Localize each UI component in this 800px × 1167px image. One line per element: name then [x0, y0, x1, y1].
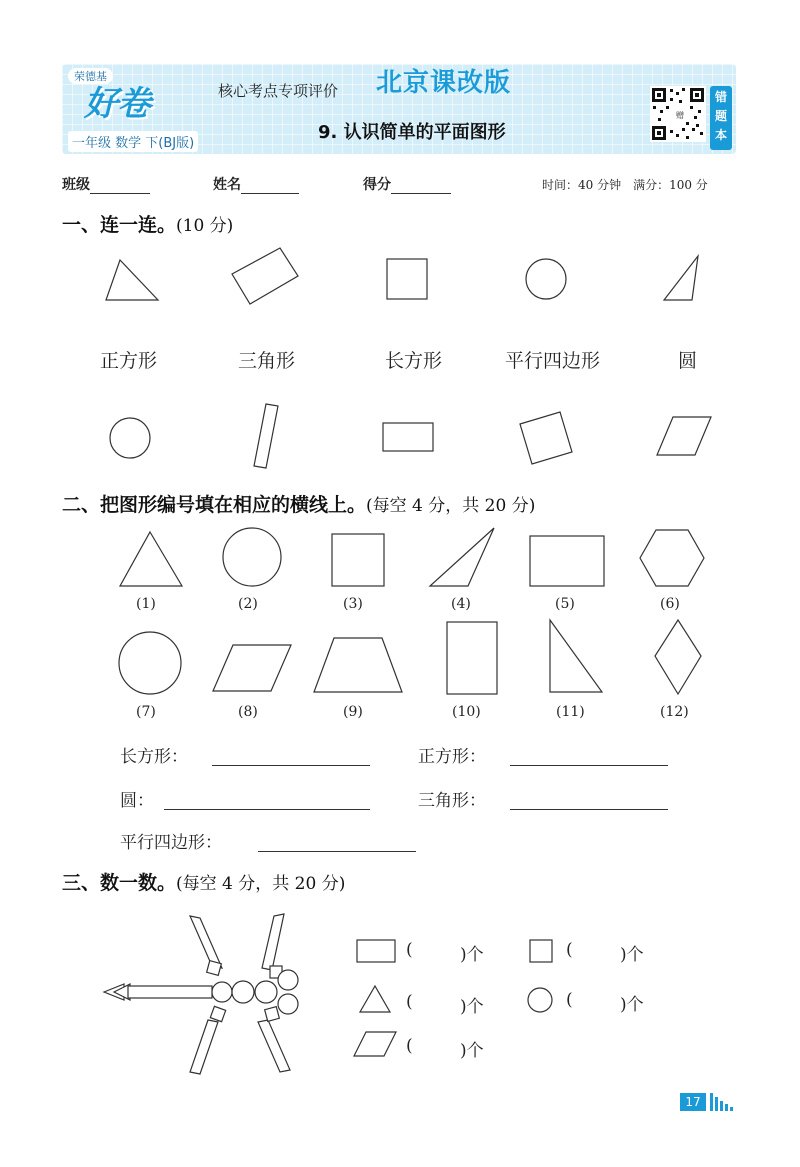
figure-wing-bottom-left [190, 1020, 218, 1074]
shape-11-right-triangle [546, 618, 606, 696]
figure-small-square-4 [265, 1007, 280, 1022]
count-parallelogram-icon [352, 1030, 400, 1060]
shape-label-9: (9) [343, 704, 363, 720]
name-label: 姓名 [213, 177, 241, 193]
section2-points: (每空 4 分，共 20 分) [366, 496, 536, 516]
count-triangle-open: ( [406, 992, 413, 1012]
error-book-tag [710, 86, 732, 150]
s1-bottom-circle [108, 416, 154, 462]
figure-body-rectangle [128, 986, 212, 998]
count-triangle-unit: )个 [460, 997, 484, 1017]
shape-5-rectangle [528, 534, 608, 588]
count-parallelogram-open: ( [406, 1036, 413, 1056]
figure-wing-bottom-right [258, 1020, 290, 1072]
shape-8-parallelogram [211, 643, 295, 695]
qr-gift-label: 赠 [676, 111, 684, 120]
s1-bottom-rectangle [381, 421, 437, 455]
fill-blank-square[interactable] [510, 764, 668, 766]
section1-title-text: 一、连一连。 [62, 214, 177, 236]
shape-6-hexagon [638, 528, 708, 590]
fill-blank-parallelogram[interactable] [258, 850, 416, 852]
shape-10-tall-rectangle [445, 620, 501, 698]
section2-title [62, 490, 535, 517]
fill-blank-circle[interactable] [164, 808, 370, 810]
s1-top-triangle [104, 258, 160, 302]
figure-circle-4 [278, 970, 298, 990]
fill-label-triangle: 三角形： [418, 791, 486, 811]
score-field [363, 174, 451, 194]
class-blank[interactable] [90, 179, 150, 194]
unit-title: 9. 认识简单的平面图形 [318, 122, 506, 143]
page-number: 17 [680, 1093, 706, 1111]
figure-circle-5 [278, 994, 298, 1014]
shape-9-trapezoid [312, 636, 406, 696]
name-field [213, 174, 299, 194]
section1-title [62, 210, 233, 237]
shape-label-6: (6) [660, 596, 680, 612]
s1-top-thin-triangle [662, 254, 702, 304]
count-square-open: ( [566, 940, 573, 960]
fill-label-parallelogram: 平行四边形： [120, 833, 222, 853]
header-subtitle: 核心考点专项评价 [218, 82, 339, 100]
shape-7-circle [117, 630, 185, 698]
shape-12-rhombus [653, 618, 705, 698]
count-circle-open: ( [566, 990, 573, 1010]
fill-label-rectangle: 长方形： [120, 747, 188, 767]
count-circle-unit: )个 [620, 995, 644, 1015]
shape-3-square [330, 532, 388, 588]
s1-top-circle [524, 257, 570, 303]
name-square: 正方形 [100, 350, 158, 372]
edition-title: 北京课改版 [376, 68, 512, 98]
class-field [62, 174, 150, 194]
s1-top-square [385, 257, 431, 301]
shape-label-12: (12) [660, 704, 689, 720]
section2-title-text: 二、把图形编号填在相应的横线上。 [62, 494, 367, 516]
brand-logo: 好卷 [84, 84, 150, 124]
figure-wing-top-right [262, 914, 284, 970]
shape-2-circle [221, 526, 285, 590]
name-rectangle: 长方形 [385, 350, 443, 372]
s1-bottom-tilted-square [516, 408, 576, 468]
shape-label-5: (5) [555, 596, 575, 612]
count-parallelogram-unit: )个 [460, 1041, 484, 1061]
s1-bottom-parallelogram [655, 415, 715, 459]
count-rectangle-unit: )个 [460, 945, 484, 965]
figure-wing-top-left [190, 916, 222, 968]
shape-label-3: (3) [343, 596, 363, 612]
count-circle-icon [526, 986, 556, 1016]
publisher-label: 荣德基 [68, 68, 113, 84]
shape-label-2: (2) [238, 596, 258, 612]
section1-points: (10 分) [176, 216, 234, 236]
grade-label: 一年级 数学 下(BJ版) [68, 131, 198, 152]
shape-1-triangle [118, 530, 184, 588]
fill-blank-triangle[interactable] [510, 808, 668, 810]
name-circle: 圆 [678, 350, 698, 372]
figure-circle-2 [232, 981, 254, 1003]
score-blank[interactable] [391, 179, 451, 194]
fill-blank-rectangle[interactable] [212, 764, 370, 766]
score-label: 得分 [363, 177, 391, 193]
shape-label-10: (10) [452, 704, 481, 720]
shape-label-7: (7) [136, 704, 156, 720]
section3-title [62, 868, 345, 895]
count-rectangle-open: ( [406, 940, 413, 960]
fill-label-square: 正方形： [418, 747, 486, 767]
shape-4-right-triangle [428, 526, 498, 588]
section3-points: (每空 4 分，共 20 分) [176, 874, 346, 894]
figure-circle-1 [212, 982, 232, 1002]
shape-label-8: (8) [238, 704, 258, 720]
s1-bottom-thin-parallelogram [248, 402, 284, 472]
class-label: 班级 [62, 177, 90, 193]
count-triangle-icon [358, 984, 394, 1016]
shape-label-4: (4) [451, 596, 471, 612]
time-info: 时间：40 分钟 满分：100 分 [542, 178, 708, 192]
page-decoration-bars [710, 1093, 740, 1111]
shape-label-1: (1) [136, 596, 156, 612]
figure-small-square-3 [210, 1006, 225, 1021]
count-square-unit: )个 [620, 945, 644, 965]
error-book-tag-text: 错题本 [715, 90, 728, 142]
count-rectangle-icon [355, 938, 399, 966]
section3-title-text: 三、数一数。 [62, 872, 177, 894]
s1-top-tilted-rectangle [230, 246, 300, 306]
count-square-icon [528, 938, 556, 966]
name-triangle: 三角形 [238, 350, 296, 372]
figure-small-square-1 [207, 961, 222, 976]
shape-label-11: (11) [556, 704, 585, 720]
name-parallelogram: 平行四边形 [505, 350, 601, 372]
insect-figure [100, 912, 310, 1080]
name-blank[interactable] [241, 179, 299, 194]
fill-label-circle: 圆： [120, 791, 154, 811]
figure-circle-3 [255, 981, 277, 1003]
